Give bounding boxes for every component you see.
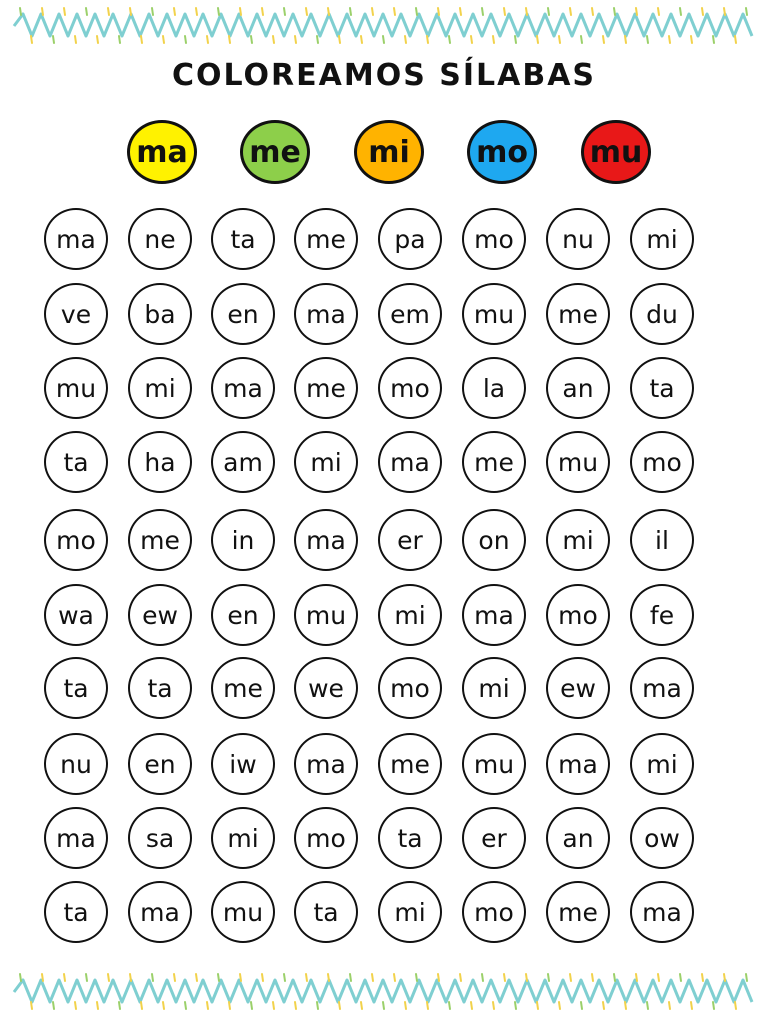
syllable-circle[interactable]: ne — [128, 208, 192, 270]
zigzag-dash — [713, 1002, 714, 1009]
syllable-circle[interactable]: em — [378, 283, 442, 345]
zigzag-dash — [746, 974, 747, 981]
syllable-circle[interactable]: me — [546, 881, 610, 943]
zigzag-dash — [64, 974, 65, 981]
syllable-circle[interactable]: en — [211, 283, 275, 345]
syllable-circle[interactable]: fe — [630, 584, 694, 646]
syllable-circle[interactable]: iw — [211, 733, 275, 795]
zigzag-dash — [735, 1002, 736, 1009]
syllable-circle[interactable]: mo — [378, 657, 442, 719]
syllable-circle[interactable]: me — [294, 357, 358, 419]
syllable-circle[interactable]: mi — [378, 584, 442, 646]
syllable-circle[interactable]: pa — [378, 208, 442, 270]
syllable-circle[interactable]: ma — [128, 881, 192, 943]
zigzag-dash — [108, 974, 109, 981]
zigzag-dash — [405, 1002, 406, 1009]
zigzag-dash — [394, 974, 395, 981]
zigzag-dash — [306, 974, 307, 981]
zigzag-dash — [75, 1002, 76, 1009]
syllable-circle[interactable]: ew — [128, 584, 192, 646]
zigzag-dash — [141, 1002, 142, 1009]
syllable-circle[interactable]: in — [211, 509, 275, 571]
syllable-circle[interactable]: mo — [44, 509, 108, 571]
zigzag-dash — [581, 1002, 582, 1009]
syllable-circle[interactable]: me — [128, 509, 192, 571]
syllable-circle[interactable]: me — [294, 208, 358, 270]
zigzag-dash — [196, 974, 197, 981]
zigzag-dash — [438, 974, 439, 981]
zigzag-dash — [526, 974, 527, 981]
syllable-circle[interactable]: ma — [294, 509, 358, 571]
zigzag-dash — [174, 974, 175, 981]
syllable-circle[interactable]: ma — [630, 657, 694, 719]
zigzag-dash — [537, 1002, 538, 1009]
syllable-circle[interactable]: ve — [44, 283, 108, 345]
syllable-circle[interactable]: er — [378, 509, 442, 571]
zigzag-dash — [416, 974, 417, 981]
zigzag-dash — [625, 1002, 626, 1009]
legend-label: me — [249, 134, 301, 170]
zigzag-dash — [427, 1002, 428, 1009]
zigzag-dash — [603, 1002, 604, 1009]
syllable-circle[interactable]: mu — [44, 357, 108, 419]
zigzag-dash — [636, 974, 637, 981]
syllable-circle[interactable]: mu — [462, 283, 526, 345]
syllable-circle[interactable]: mo — [546, 584, 610, 646]
zigzag-dash — [691, 1002, 692, 1009]
syllable-circle[interactable]: ma — [294, 283, 358, 345]
syllable-circle[interactable]: mu — [546, 431, 610, 493]
syllable-circle[interactable]: ta — [44, 431, 108, 493]
zigzag-dash — [592, 974, 593, 981]
syllable-circle[interactable]: mo — [378, 357, 442, 419]
zigzag-dash — [471, 1002, 472, 1009]
syllable-circle[interactable]: mi — [378, 881, 442, 943]
syllable-circle[interactable]: ma — [294, 733, 358, 795]
syllable-circle[interactable]: me — [462, 431, 526, 493]
syllable-circle[interactable]: ta — [294, 881, 358, 943]
syllable-circle[interactable]: er — [462, 807, 526, 869]
syllable-circle[interactable]: ta — [44, 657, 108, 719]
zigzag-line — [14, 980, 752, 1002]
syllable-circle[interactable]: en — [211, 584, 275, 646]
zigzag-dash — [548, 974, 549, 981]
syllable-circle[interactable]: an — [546, 807, 610, 869]
syllable-circle[interactable]: ma — [44, 208, 108, 270]
syllable-circle[interactable]: on — [462, 509, 526, 571]
syllable-circle[interactable]: mi — [294, 431, 358, 493]
syllable-circle[interactable]: nu — [546, 208, 610, 270]
zigzag-dash — [119, 1002, 120, 1009]
syllable-circle[interactable]: me — [546, 283, 610, 345]
syllable-circle[interactable]: mo — [630, 431, 694, 493]
syllable-circle[interactable]: ta — [44, 881, 108, 943]
zigzag-dash — [372, 974, 373, 981]
syllable-circle[interactable]: ba — [128, 283, 192, 345]
syllable-circle[interactable]: ta — [630, 357, 694, 419]
zigzag-dash — [240, 974, 241, 981]
syllable-circle[interactable]: mi — [630, 733, 694, 795]
zigzag-dash — [702, 974, 703, 981]
syllable-circle[interactable]: ha — [128, 431, 192, 493]
legend-label: mo — [476, 134, 528, 170]
zigzag-dash — [97, 1002, 98, 1009]
syllable-circle[interactable]: nu — [44, 733, 108, 795]
zigzag-dash — [515, 1002, 516, 1009]
syllable-circle[interactable]: we — [294, 657, 358, 719]
syllable-circle[interactable]: il — [630, 509, 694, 571]
zigzag-dash — [163, 1002, 164, 1009]
zigzag-dash — [130, 974, 131, 981]
zigzag-dash — [669, 1002, 670, 1009]
syllable-circle[interactable]: ma — [44, 807, 108, 869]
zigzag-dash — [361, 1002, 362, 1009]
syllable-circle[interactable]: ew — [546, 657, 610, 719]
zigzag-dash — [317, 1002, 318, 1009]
zigzag-dash — [504, 974, 505, 981]
zigzag-dash — [383, 1002, 384, 1009]
zigzag-dash — [724, 974, 725, 981]
syllable-circle[interactable]: ma — [462, 584, 526, 646]
syllable-circle[interactable]: ow — [630, 807, 694, 869]
syllable-circle[interactable]: ma — [211, 357, 275, 419]
syllable-circle[interactable]: mu — [462, 733, 526, 795]
syllable-circle[interactable]: me — [378, 733, 442, 795]
legend-label: mi — [368, 134, 410, 170]
zigzag-dash — [152, 974, 153, 981]
zigzag-dash — [207, 1002, 208, 1009]
syllable-circle[interactable]: ta — [211, 208, 275, 270]
syllable-circle[interactable]: wa — [44, 584, 108, 646]
syllable-circle[interactable]: ma — [378, 431, 442, 493]
zigzag-dash — [251, 1002, 252, 1009]
syllable-circle[interactable]: mi — [630, 208, 694, 270]
syllable-circle[interactable]: an — [546, 357, 610, 419]
syllable-circle[interactable]: sa — [128, 807, 192, 869]
zigzag-dash — [339, 1002, 340, 1009]
zigzag-border-bottom — [0, 972, 768, 1012]
syllable-circle[interactable]: ta — [378, 807, 442, 869]
syllable-circle[interactable]: mi — [462, 657, 526, 719]
syllable-circle[interactable]: ma — [546, 733, 610, 795]
syllable-circle[interactable]: ma — [630, 881, 694, 943]
syllable-circle[interactable]: la — [462, 357, 526, 419]
zigzag-dash — [570, 974, 571, 981]
syllable-circle[interactable]: mi — [211, 807, 275, 869]
zigzag-dash — [284, 974, 285, 981]
syllable-circle[interactable]: en — [128, 733, 192, 795]
legend-label: mu — [589, 134, 643, 170]
zigzag-dash — [31, 1002, 32, 1009]
syllable-circle[interactable]: mi — [128, 357, 192, 419]
syllable-circle[interactable]: mu — [294, 584, 358, 646]
zigzag-dash — [42, 974, 43, 981]
syllable-circle[interactable]: me — [211, 657, 275, 719]
zigzag-dash — [559, 1002, 560, 1009]
syllable-circle[interactable]: mo — [294, 807, 358, 869]
zigzag-dash — [218, 974, 219, 981]
syllable-circle[interactable]: mo — [462, 208, 526, 270]
zigzag-dash — [295, 1002, 296, 1009]
zigzag-dash — [658, 974, 659, 981]
zigzag-dash — [460, 974, 461, 981]
syllable-circle[interactable]: du — [630, 283, 694, 345]
zigzag-dash — [20, 974, 21, 981]
syllable-circle[interactable]: ta — [128, 657, 192, 719]
zigzag-dash — [449, 1002, 450, 1009]
zigzag-dash — [262, 974, 263, 981]
syllable-circle[interactable]: mi — [546, 509, 610, 571]
page-title: COLOREAMOS SÍLABAS — [171, 58, 597, 93]
zigzag-dash — [680, 974, 681, 981]
zigzag-dash — [493, 1002, 494, 1009]
legend-label: ma — [136, 134, 188, 170]
zigzag-dash — [86, 974, 87, 981]
zigzag-dash — [328, 974, 329, 981]
zigzag-dash — [350, 974, 351, 981]
zigzag-dash — [229, 1002, 230, 1009]
zigzag-dash — [647, 1002, 648, 1009]
zigzag-dash — [614, 974, 615, 981]
zigzag-dash — [185, 1002, 186, 1009]
zigzag-dash — [482, 974, 483, 981]
zigzag-dash — [53, 1002, 54, 1009]
syllable-circle[interactable]: mo — [462, 881, 526, 943]
zigzag-dash — [273, 1002, 274, 1009]
syllable-circle[interactable]: am — [211, 431, 275, 493]
syllable-circle[interactable]: mu — [211, 881, 275, 943]
